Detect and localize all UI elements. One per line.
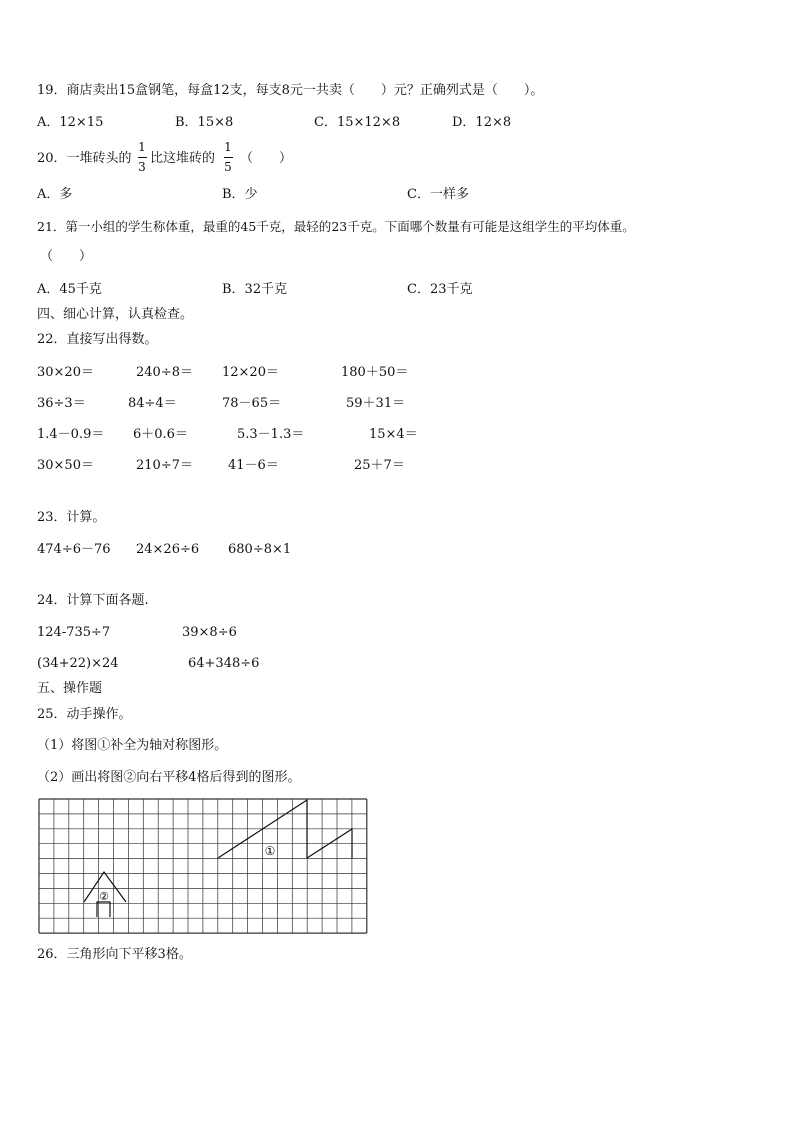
q22-item: 180＋50＝ [341, 365, 409, 380]
figure-1-label: ① [264, 844, 276, 858]
figure-2 [84, 872, 126, 917]
q20-frac2-num: 1 [224, 140, 232, 154]
q19-option-d: D．12×8 [452, 115, 512, 130]
q26-title: 26．三角形向下平移3格。 [37, 947, 192, 962]
q24-item: (34+22)×24 [37, 656, 119, 671]
q24-item: 124-735÷7 [37, 625, 111, 640]
q23-item: 24×26÷6 [136, 542, 200, 557]
q24-item: 39×8÷6 [182, 625, 237, 640]
q22-item: 59＋31＝ [346, 396, 406, 411]
figure-2-label: ② [99, 890, 109, 903]
section-5-heading: 五、操作题 [37, 681, 103, 696]
q22-item: 30×50＝ [37, 458, 94, 473]
q22-item: 6＋0.6＝ [133, 427, 188, 442]
q25-sub2: （2）画出将图②向右平移4格后得到的图形。 [37, 770, 301, 785]
q22-item: 240÷8＝ [136, 365, 193, 380]
q25-title: 25．动手操作。 [37, 707, 132, 722]
q22-item: 12×20＝ [222, 365, 279, 380]
q23-item: 474÷6－76 [37, 542, 111, 557]
q21-stem: 21．第一小组的学生称体重，最重的45千克，最轻的23千克。下面哪个数量有可能是这组学生的平均体重。 [37, 219, 635, 234]
q21-option-c: C．23千克 [407, 282, 473, 297]
q20-prefix: 20．一堆砖头的 [37, 151, 132, 166]
section-4-heading: 四、细心计算，认真检查。 [37, 307, 194, 322]
q20-frac1-num: 1 [138, 140, 146, 154]
q21-blank: （ ） [40, 249, 93, 264]
q22-item: 5.3－1.3＝ [237, 427, 305, 442]
q22-item: 25＋7＝ [354, 458, 405, 473]
q24-item: 64+348÷6 [188, 656, 260, 671]
grid-lines [39, 799, 367, 933]
q22-item: 36÷3＝ [37, 396, 86, 411]
q22-item: 15×4＝ [369, 427, 418, 442]
q22-item: 78－65＝ [222, 396, 282, 411]
q22-item: 210÷7＝ [136, 458, 193, 473]
q20-option-a: A．多 [37, 187, 73, 202]
q21-option-b: B．32千克 [222, 282, 288, 297]
q22-item: 30×20＝ [37, 365, 94, 380]
q19-option-b: B．15×8 [175, 115, 234, 130]
q19-option-c: C．15×12×8 [314, 115, 401, 130]
q22-item: 1.4－0.9＝ [37, 427, 105, 442]
q20-frac2-den: 5 [224, 160, 232, 174]
q20-suffix: （ ） [240, 151, 293, 166]
q19-stem: 19．商店卖出15盒钢笔，每盒12支，每支8元一共卖（ ）元？正确列式是（ ）。 [37, 83, 544, 98]
q21-option-a: A．45千克 [37, 282, 102, 297]
q22-item: 41－6＝ [228, 458, 279, 473]
q23-item: 680÷8×1 [228, 542, 292, 557]
q20-frac1-den: 3 [138, 160, 146, 174]
q25-sub1: （1）将图①补全为轴对称图形。 [37, 738, 228, 753]
q20-option-c: C．一样多 [407, 187, 469, 202]
q20-option-b: B．少 [222, 187, 258, 202]
q19-option-a: A．12×15 [37, 115, 104, 130]
q20-middle: 比这堆砖的 [150, 151, 216, 166]
q22-title: 22．直接写出得数。 [37, 332, 158, 347]
q23-title: 23．计算。 [37, 510, 106, 525]
q24-title: 24．计算下面各题. [37, 593, 149, 608]
q22-item: 84÷4＝ [128, 396, 177, 411]
